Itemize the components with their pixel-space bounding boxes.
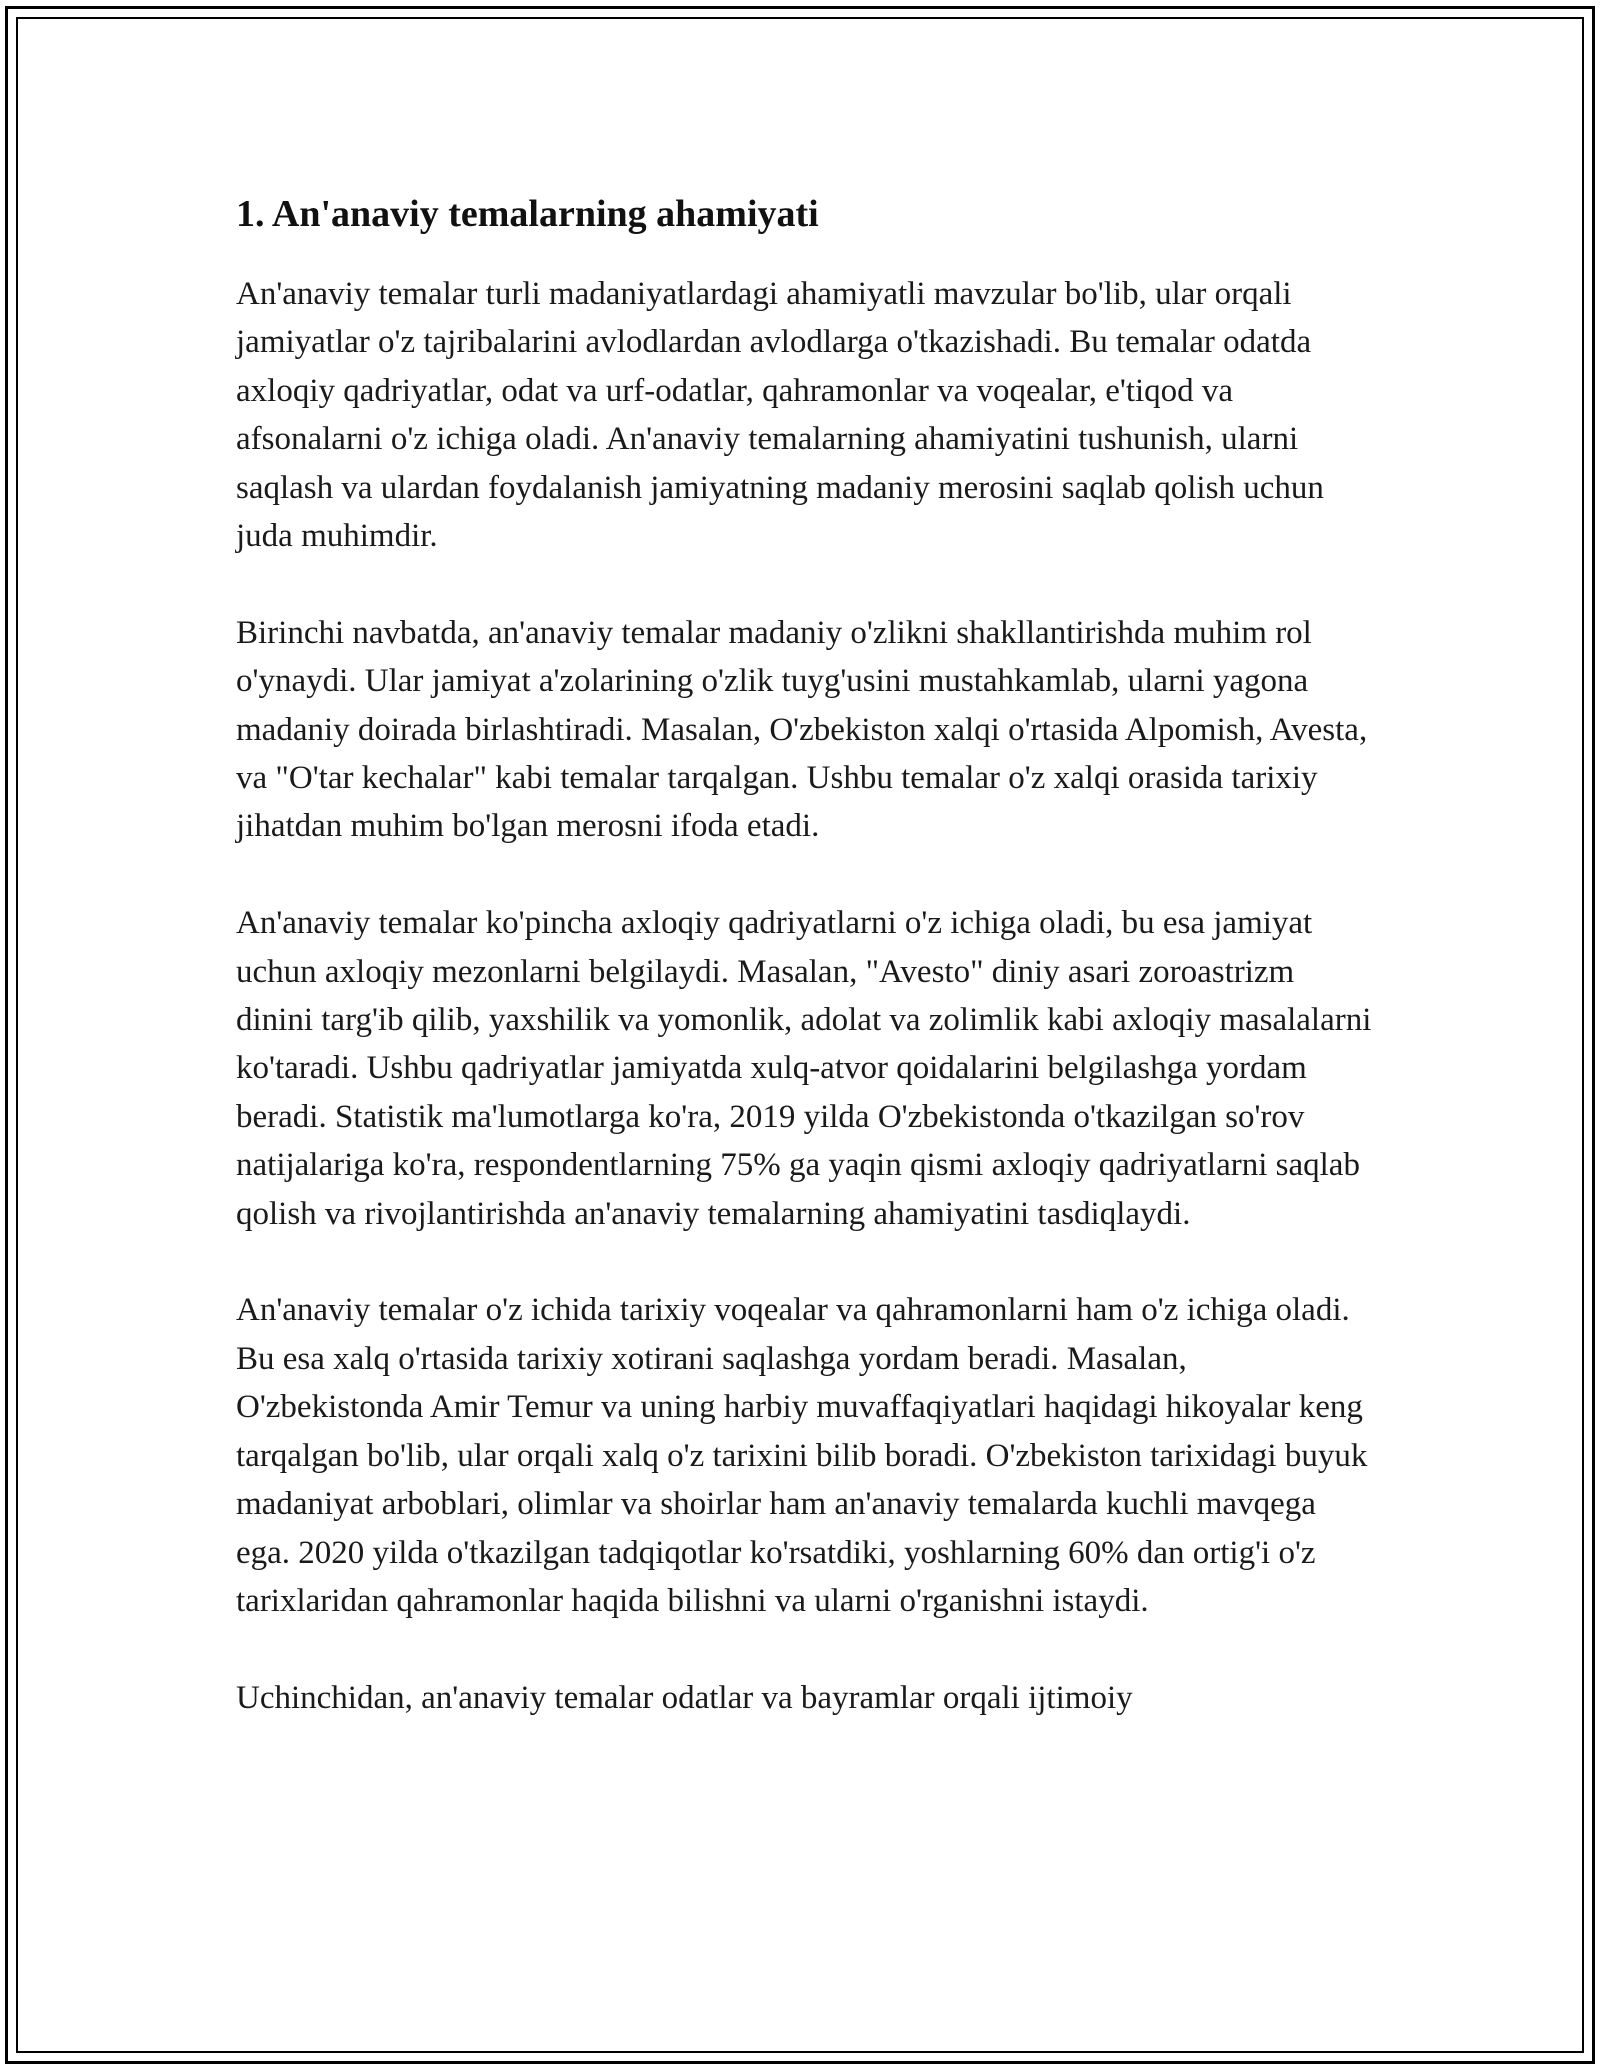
paragraph-2: Birinchi navbatda, an'anaviy temalar madaniy o'zlikni shakllantirishda muhim rol o'ynaydi. Ular jamiyat a'zolarining o'zlik tuyg'usini mustahkamlab, ularni yagona madaniy doirada birlashtiradi. Masalan, O'zbekiston xalqi o'rtasida Alpomish, Avesta, va "O'tar kechalar" kabi temalar tarqalgan. Ushbu temalar o'z xalqi orasida tarixiy jihatdan muhim bo'lgan merosni ifoda etadi. [236,614,1368,845]
section-heading: 1. An'anaviy temalarning ahamiyati [236,193,819,235]
paragraph-3: An'anaviy temalar ko'pincha axloqiy qadriyatlarni o'z ichiga oladi, bu esa jamiyat uchun axloqiy mezonlarni belgilaydi. Masalan, "Avesto" diniy asari zoroastrizm dinini targ'ib qilib, yaxshilik va yomonlik, adolat va zolimlik kabi axloqiy masalalarni ko'taradi. Ushbu qadriyatlar jamiyatda xulq-atvor qoidalarini belgilashga yordam beradi. Statistik ma'lumotlarga ko'ra, 2019 yilda O'zbekistonda o'tkazilgan so'rov natijalariga ko'ra, respondentlarning 75% ga yaqin qismi axloqiy qadriyatlarni saqlab qolish va rivojlantirishda an'anaviy temalarning ahamiyatini tasdiqlaydi. [236,905,1372,1232]
paragraph-5: Uchinchidan, an'anaviy temalar odatlar va bayramlar orqali ijtimoiy [236,1679,1133,1716]
document-body [236,190,1376,1771]
paragraph-1: An'anaviy temalar turli madaniyatlardagi ahamiyatli mavzular bo'lib, ular orqali jamiyatlar o'z tajribalarini avlodlardan avlodlarga o'tkazishadi. Bu temalar odatda axloqiy qadriyatlar, odat va urf-odatlar, qahramonlar va voqealar, e'tiqod va afsonalarni o'z ichiga oladi. An'anaviy temalarning ahamiyatini tushunish, ularni saqlash va ulardan foydalanish jamiyatning madaniy merosini saqlab qolish uchun juda muhimdir. [236,276,1324,555]
paragraph-4: An'anaviy temalar o'z ichida tarixiy voqealar va qahramonlarni ham o'z ichiga oladi. Bu esa xalq o'rtasida tarixiy xotirani saqlashga yordam beradi. Masalan, O'zbekistonda Amir Temur va uning harbiy muvaffaqiyatlari haqidagi hikoyalar keng tarqalgan bo'lib, ular orqali xalq o'z tarixini bilib boradi. O'zbekiston tarixidagi buyuk madaniyat arboblari, olimlar va shoirlar ham an'anaviy temalarda kuchli mavqega ega. 2020 yilda o'tkazilgan tadqiqotlar ko'rsatdiki, yoshlarning 60% dan ortig'i o'z tarixlaridan qahramonlar haqida bilishni va ularni o'rganishni istaydi. [236,1292,1368,1619]
